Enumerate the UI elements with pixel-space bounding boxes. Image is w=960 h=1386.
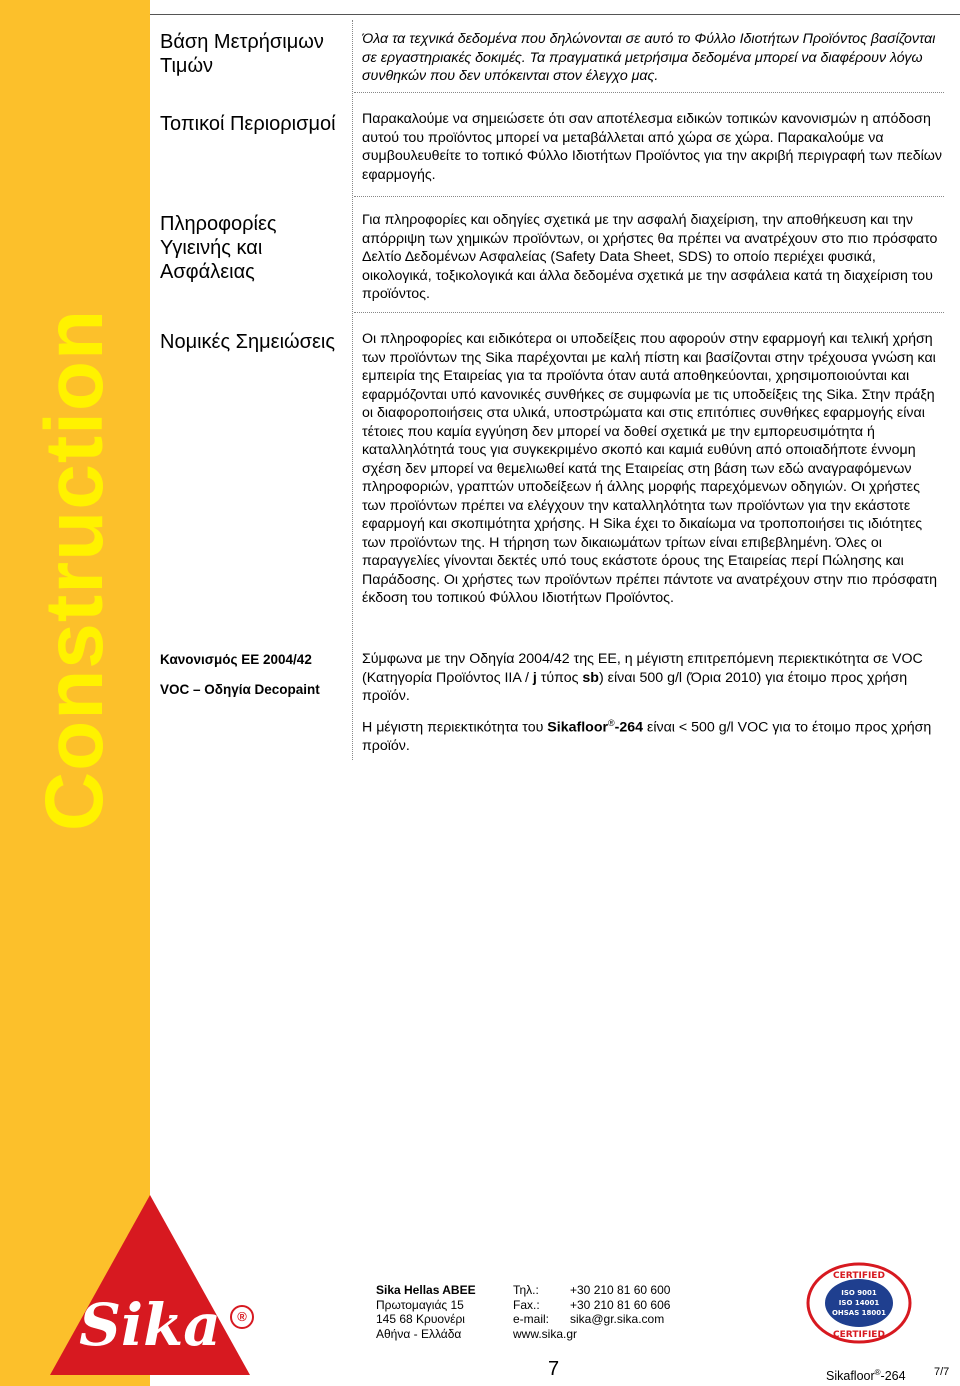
sika-logo: [50, 1195, 250, 1375]
section-divider: [354, 196, 944, 197]
footer-phone-label: Τηλ.:: [513, 1283, 539, 1297]
svg-text:ISO 14001: ISO 14001: [838, 1299, 880, 1307]
footer-website-link[interactable]: www.sika.gr: [513, 1326, 578, 1341]
section-text-legal-notes: Οι πληροφορίες και ειδικότερα οι υποδείξεις που αφορούν στην εφαρμογή και τελική χρήση των προϊόντων της Sika παρέχονται με καλή πίστη και βασίζονται στην τρέχουσα γνώση και εμπειρία της Εταιρείας για τα προϊόντα όταν αυτά αποθηκεύονται, χρησιμοποιούνται και εφαρμόζονται υπό κανονικές συνθήκες σε συμφωνία με τις υποδείξεις της Sika. Στην πράξη οι διαφοροποιήσεις στα υλικά, υποστρώματα και στις επιτόπιες συνθήκες εφαρμογής είναι τέτοιες που καμία εγγύηση δεν μπορεί να δοθεί σχετικά με την εμπορευσιμότητα ή καταλληλότητά τους για συγκεκριμένο σκοπό και καμιά ευθύνη από οποιαδήποτε έννομη σχέση δεν μπορεί να θεμελιωθεί κατά της Εταιρείας στη βάση των εδώ αναγραφόμενων πληροφοριών, γραπτών υποδείξεων ή άλλης μορφής παρεχόμενων οδηγιών. Οι χρήστες των προϊόντων πρέπει να ελέγχουν την καταλληλότητα των προϊόντων για την εκάστοτε εφαρμογή και σκοπιμότητα χρήσης. Η Sika έχει το δικαίωμα να τροποποιήσει τις ιδιότητες των προϊόντων της. Η τήρηση των δικαιωμάτων τρίτων είναι επιβεβλημένη. Όλες οι παραγγελίες γίνονται δεκτές υπό τους εκάστοτε όρους της Εταιρείας περί Πώλησης και Παράδοσης. Οι χρήστες των προϊόντων πρέπει πάντοτε να ανατρέχουν στην πιο πρόσφατη έκδοση του τοπικού Φύλλου Ιδιοτήτων Προϊόντος.: [362, 331, 937, 606]
logo-text: Sika: [79, 1291, 221, 1359]
certification-seal: [806, 1262, 912, 1344]
voc-label-line1: Κανονισμός ΕΕ 2004/42: [160, 652, 312, 667]
footer-company-block: [376, 1283, 476, 1341]
top-rule: [150, 14, 960, 15]
section-label-measured-values: Βάση Μετρήσιμων Τιμών: [160, 31, 324, 77]
section-label-voc-regulation: [160, 645, 360, 705]
section-text-health-safety: Για πληροφορίες και οδηγίες σχετικά με την ασφαλή διαχείριση, την αποθήκευση και την απόρριψη των χημικών προϊόντων, οι χρήστες θα πρέπει να ανατρέχουν στο πιο πρόσφατο Δελτίο Δεδομένων Ασφαλείας (Safety Data Sheet, SDS) το οποίο περιέχει φυσικά, οικολογικά, τοξικολογικά και άλλα δεδομένα σχετικά με την ασφάλεια κατά τη διαχείριση του προϊόντος.: [362, 212, 938, 302]
page-number: 7: [548, 1358, 560, 1380]
section-label-legal-notes: Νομικές Σημειώσεις: [160, 331, 335, 353]
footer-fax-label: Fax.:: [513, 1297, 540, 1312]
logo-registered-mark: ®: [230, 1305, 254, 1329]
section-divider: [354, 312, 944, 313]
voc-paragraph-1: Σύμφωνα με την Οδηγία 2004/42 της ΕΕ, η μέγιστη επιτρεπόμενη περιεκτικότητα σε VOC (Κατηγορία Προϊόντος ΙΙΑ / j τύπος sb) είναι 500 g/l (Όρια 2010) για έτοιμο προς χρήση προϊόν.: [362, 651, 923, 704]
footer-address-line: Αθήνα - Ελλάδα: [376, 1326, 462, 1341]
voc-label-line2: VOC – Οδηγία Decopaint: [160, 682, 320, 697]
svg-text:ISO 9001: ISO 9001: [841, 1289, 877, 1297]
footer-phone-value: +30 210 81 60 600: [570, 1283, 671, 1297]
footer-fax-value: +30 210 81 60 606: [570, 1297, 671, 1312]
section-text-local-restrictions: Παρακαλούμε να σημειώσετε ότι σαν αποτέλεσμα ειδικών τοπικών κανονισμών η απόδοση αυτού του προϊόντος μπορεί να μεταβάλλεται από χώρα σε χώρα. Παρακαλούμε να συμβουλευθείτε το τοπικό Φύλλο Ιδιοτήτων Προϊόντος για την ακριβή περιγραφή των πεδίων εφαρμογής.: [362, 111, 942, 183]
voc-paragraph-2: Η μέγιστη περιεκτικότητα του Sikafloor®-264 είναι < 500 g/l VOC για το έτοιμο προς χρήση προϊόν.: [362, 718, 932, 755]
footer-email-link[interactable]: sika@gr.sika.com: [570, 1312, 665, 1326]
section-label-local-restrictions: Τοπικοί Περιορισμοί: [160, 113, 336, 135]
footer-address-line: Πρωτομαγιάς 15: [376, 1297, 464, 1312]
footer-contact-labels: [513, 1283, 577, 1341]
section-label-health-safety: Πληροφορίες Υγιεινής και Ασφάλειας: [160, 213, 277, 283]
cert-bottom-text: CERTIFIED: [833, 1330, 885, 1340]
section-divider: [354, 92, 944, 93]
construction-wordmark: Construction: [29, 308, 120, 832]
section-text-measured-values: Όλα τα τεχνικά δεδομένα που δηλώνονται σε αυτό το Φύλλο Ιδιοτήτων Προϊόντος βασίζονται σε εργαστηριακές δοκιμές. Τα πραγματικά μετρήσιμα δεδομένα μπορεί να διαφέρουν λόγω συνθηκών που δεν υπόκεινται στον έλεγχο μας.: [362, 31, 936, 84]
footer-email-label: e-mail:: [513, 1312, 550, 1326]
footer-contact-values: [570, 1283, 670, 1327]
sidebar-word-area: [0, 308, 150, 832]
page-fraction: 7/7: [934, 1366, 950, 1378]
svg-text:OHSAS 18001: OHSAS 18001: [831, 1309, 887, 1317]
footer-company-name: Sika Hellas ABEE: [376, 1283, 476, 1297]
cert-top-text: CERTIFIED: [833, 1271, 885, 1281]
footer-product-name: Sikafloor®-264: [826, 1368, 906, 1384]
footer-address-line: 145 68 Κρυονέρι: [376, 1312, 465, 1326]
